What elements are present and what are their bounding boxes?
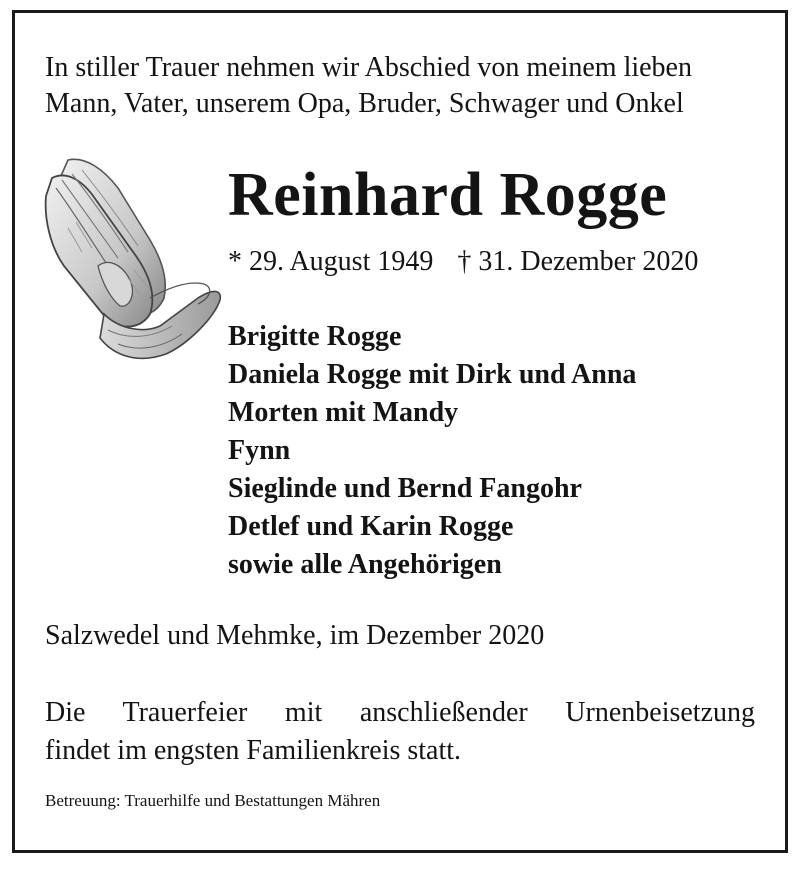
ceremony-line-1: Die Trauerfeier mit anschließender Urnenbeisetzung: [45, 697, 755, 728]
place-and-date: Salzwedel und Mehmke, im Dezember 2020: [45, 620, 545, 651]
mourner: Sieglinde und Bernd Fangohr: [228, 473, 582, 504]
mourner: Daniela Rogge mit Dirk und Anna: [228, 359, 637, 390]
intro-line-2: Mann, Vater, unserem Opa, Bruder, Schwager und Onkel: [45, 88, 684, 119]
death-date: † 31. Dezember 2020: [457, 246, 699, 277]
funeral-care-credit: Betreuung: Trauerhilfe und Bestattungen Mähren: [45, 791, 381, 810]
deceased-name: Reinhard Rogge: [228, 161, 668, 229]
life-dates: [228, 244, 758, 280]
mourner: Brigitte Rogge: [228, 321, 402, 352]
ceremony-line-2: findet im engsten Familienkreis statt.: [45, 735, 462, 766]
intro-line-1: In stiller Trauer nehmen wir Abschied von meinem lieben: [45, 52, 692, 83]
mourner: Fynn: [228, 435, 291, 466]
ceremony-note: [45, 694, 755, 770]
intro-text: [45, 50, 765, 122]
mourner: Morten mit Mandy: [228, 397, 459, 428]
mourner: sowie alle Angehörigen: [228, 549, 502, 580]
birth-date: * 29. August 1949: [228, 246, 434, 277]
mourners-list: [228, 318, 768, 584]
praying-hands-icon: [38, 148, 238, 368]
mourner: Detlef und Karin Rogge: [228, 511, 514, 542]
